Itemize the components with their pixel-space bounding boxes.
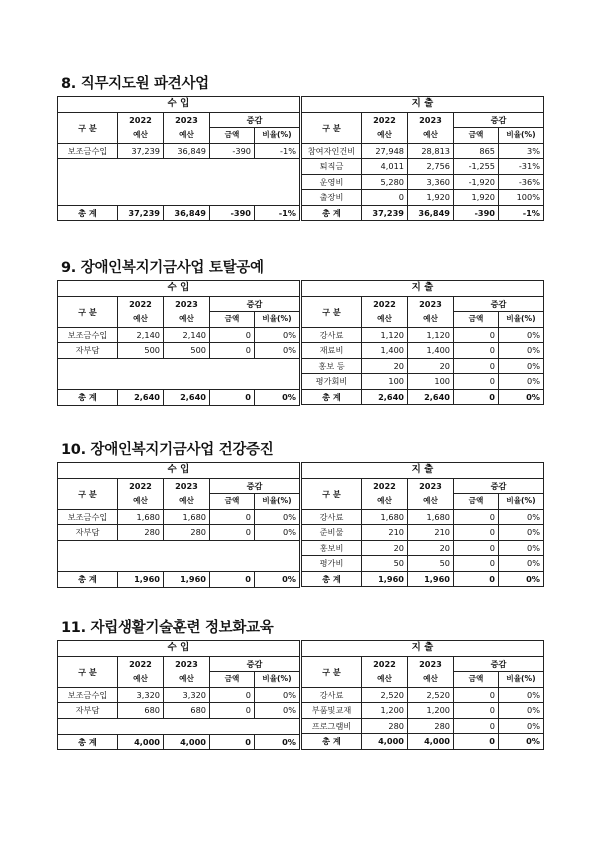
- total-label: 총 계: [302, 734, 362, 750]
- change-amount-header: 금액: [454, 128, 499, 144]
- table-row: [58, 143, 300, 159]
- expense-table: [301, 280, 544, 405]
- change-header: 증감: [454, 478, 544, 494]
- budget-2023-header: 예산: [164, 672, 210, 688]
- year-2022-header: 2022: [118, 478, 164, 494]
- table-row: [302, 703, 544, 719]
- table-row: [302, 718, 544, 734]
- row-change-amount: 0: [454, 374, 499, 390]
- change-ratio-header: 비율(%): [255, 312, 300, 328]
- row-2023-budget: 1,200: [408, 703, 454, 719]
- budget-section: [57, 256, 543, 403]
- change-amount-header: 금액: [454, 312, 499, 328]
- budget-2023-header: 예산: [164, 494, 210, 510]
- total-2023-budget: 2,640: [408, 389, 454, 405]
- budget-2022-header: 예산: [362, 128, 408, 144]
- row-category: 홍보비: [302, 540, 362, 556]
- total-row: [302, 571, 544, 587]
- income-table: [57, 96, 300, 221]
- row-2023-budget: 3,320: [164, 687, 210, 703]
- table-row: [302, 509, 544, 525]
- change-header: 증감: [210, 478, 300, 494]
- blank-cell: [58, 159, 300, 206]
- total-change-amount: 0: [454, 571, 499, 587]
- change-ratio-header: 비율(%): [499, 128, 544, 144]
- year-2023-header: 2023: [164, 112, 210, 128]
- row-change-ratio: -36%: [499, 174, 544, 190]
- year-2023-header: 2023: [408, 296, 454, 312]
- total-2022-budget: 2,640: [118, 390, 164, 406]
- table-row: [58, 525, 300, 541]
- total-2023-budget: 1,960: [408, 571, 454, 587]
- total-label: 총 계: [302, 389, 362, 405]
- row-2023-budget: 100: [408, 374, 454, 390]
- row-change-amount: -390: [210, 143, 255, 159]
- income-header: 수 입: [58, 281, 300, 297]
- row-change-ratio: 0%: [255, 703, 300, 719]
- row-2023-budget: 50: [408, 556, 454, 572]
- table-row: [302, 174, 544, 190]
- row-change-ratio: 0%: [499, 718, 544, 734]
- total-2022-budget: 4,000: [362, 734, 408, 750]
- total-2022-budget: 37,239: [362, 205, 408, 221]
- total-row: [302, 205, 544, 221]
- row-change-amount: 0: [454, 525, 499, 541]
- row-2023-budget: 36,849: [164, 143, 210, 159]
- category-header: 구 분: [302, 656, 362, 687]
- total-change-amount: 0: [454, 389, 499, 405]
- row-2022-budget: 280: [118, 525, 164, 541]
- expense-header: 지 출: [302, 463, 544, 479]
- expense-header: 지 출: [302, 641, 544, 657]
- total-row: [58, 572, 300, 588]
- row-2023-budget: 28,813: [408, 143, 454, 159]
- change-amount-header: 금액: [210, 312, 255, 328]
- table-row: [302, 358, 544, 374]
- row-2022-budget: 37,239: [118, 143, 164, 159]
- row-change-amount: 865: [454, 143, 499, 159]
- table-row: [302, 556, 544, 572]
- category-header: 구 분: [58, 656, 118, 687]
- row-category: 보조금수입: [58, 509, 118, 525]
- change-amount-header: 금액: [210, 128, 255, 144]
- income-header: 수 입: [58, 463, 300, 479]
- row-change-ratio: 0%: [255, 525, 300, 541]
- table-row: [302, 190, 544, 206]
- row-change-ratio: -31%: [499, 159, 544, 175]
- row-2022-budget: 280: [362, 718, 408, 734]
- year-2023-header: 2023: [164, 296, 210, 312]
- income-table: [57, 462, 300, 588]
- row-change-amount: 0: [210, 703, 255, 719]
- total-label: 총 계: [58, 734, 118, 750]
- row-2023-budget: 210: [408, 525, 454, 541]
- total-label: 총 계: [302, 205, 362, 221]
- budget-2022-header: 예산: [362, 494, 408, 510]
- row-change-ratio: 0%: [499, 687, 544, 703]
- income-table: [57, 280, 300, 406]
- row-2023-budget: 20: [408, 358, 454, 374]
- row-2023-budget: 280: [164, 525, 210, 541]
- total-change-ratio: 0%: [255, 734, 300, 750]
- expense-table: [301, 462, 544, 587]
- row-change-ratio: 0%: [499, 556, 544, 572]
- category-header: 구 분: [58, 112, 118, 143]
- row-category: 퇴직금: [302, 159, 362, 175]
- change-amount-header: 금액: [210, 672, 255, 688]
- change-ratio-header: 비율(%): [499, 494, 544, 510]
- blank-cell: [58, 718, 300, 734]
- category-header: 구 분: [58, 478, 118, 509]
- budget-2023-header: 예산: [164, 312, 210, 328]
- total-2023-budget: 4,000: [408, 734, 454, 750]
- category-header: 구 분: [302, 112, 362, 143]
- year-2023-header: 2023: [408, 478, 454, 494]
- table-row: [302, 143, 544, 159]
- expense-table: [301, 640, 544, 750]
- row-change-ratio: 0%: [255, 509, 300, 525]
- row-change-ratio: 0%: [255, 327, 300, 343]
- budget-2023-header: 예산: [408, 312, 454, 328]
- table-row: [58, 703, 300, 719]
- income-header: 수 입: [58, 97, 300, 113]
- row-2023-budget: 500: [164, 343, 210, 359]
- year-2022-header: 2022: [118, 112, 164, 128]
- budget-2023-header: 예산: [408, 672, 454, 688]
- budget-2022-header: 예산: [118, 128, 164, 144]
- total-label: 총 계: [58, 390, 118, 406]
- category-header: 구 분: [302, 478, 362, 509]
- row-2022-budget: 100: [362, 374, 408, 390]
- row-change-amount: 0: [454, 556, 499, 572]
- row-change-amount: -1,255: [454, 159, 499, 175]
- row-2023-budget: 20: [408, 540, 454, 556]
- row-category: 강사료: [302, 327, 362, 343]
- table-row: [302, 540, 544, 556]
- row-change-ratio: 0%: [499, 525, 544, 541]
- table-row: [58, 327, 300, 343]
- row-2022-budget: 1,400: [362, 343, 408, 359]
- total-2022-budget: 37,239: [118, 205, 164, 221]
- row-change-ratio: 3%: [499, 143, 544, 159]
- total-change-amount: 0: [454, 734, 499, 750]
- row-2023-budget: 680: [164, 703, 210, 719]
- row-change-ratio: 0%: [499, 374, 544, 390]
- total-change-ratio: 0%: [255, 390, 300, 406]
- year-2023-header: 2023: [164, 478, 210, 494]
- row-change-ratio: 0%: [499, 509, 544, 525]
- blank-cell: [58, 540, 300, 572]
- budget-section: [57, 616, 543, 748]
- row-2023-budget: 3,360: [408, 174, 454, 190]
- row-change-amount: 1,920: [454, 190, 499, 206]
- change-header: 증감: [210, 112, 300, 128]
- change-amount-header: 금액: [210, 494, 255, 510]
- total-change-ratio: 0%: [499, 389, 544, 405]
- budget-2022-header: 예산: [118, 312, 164, 328]
- row-category: 평가회비: [302, 374, 362, 390]
- row-change-amount: 0: [210, 509, 255, 525]
- total-2023-budget: 1,960: [164, 572, 210, 588]
- row-category: 자부담: [58, 525, 118, 541]
- total-2023-budget: 36,849: [408, 205, 454, 221]
- row-change-ratio: 0%: [499, 358, 544, 374]
- expense-header: 지 출: [302, 281, 544, 297]
- total-2022-budget: 1,960: [118, 572, 164, 588]
- row-2023-budget: 2,520: [408, 687, 454, 703]
- total-change-amount: 0: [210, 734, 255, 750]
- row-change-ratio: 0%: [499, 327, 544, 343]
- row-category: 홍보 등: [302, 358, 362, 374]
- table-row: [58, 343, 300, 359]
- row-category: 평가비: [302, 556, 362, 572]
- row-change-amount: 0: [454, 343, 499, 359]
- row-change-ratio: -1%: [255, 143, 300, 159]
- change-amount-header: 금액: [454, 672, 499, 688]
- table-row: [302, 343, 544, 359]
- row-change-ratio: 0%: [499, 540, 544, 556]
- row-2022-budget: 1,680: [118, 509, 164, 525]
- total-row: [58, 734, 300, 750]
- budget-section: [57, 72, 543, 219]
- change-amount-header: 금액: [454, 494, 499, 510]
- change-ratio-header: 비율(%): [255, 672, 300, 688]
- row-category: 강사료: [302, 509, 362, 525]
- income-header: 수 입: [58, 641, 300, 657]
- row-category: 운영비: [302, 174, 362, 190]
- row-2023-budget: 1,680: [164, 509, 210, 525]
- budget-section: [57, 438, 543, 585]
- total-label: 총 계: [58, 205, 118, 221]
- change-header: 증감: [454, 296, 544, 312]
- table-row: [58, 687, 300, 703]
- budget-2022-header: 예산: [118, 672, 164, 688]
- row-2022-budget: 20: [362, 540, 408, 556]
- row-2023-budget: 1,680: [408, 509, 454, 525]
- table-row: [58, 509, 300, 525]
- blank-cell: [58, 358, 300, 390]
- year-2022-header: 2022: [362, 296, 408, 312]
- row-2022-budget: 1,680: [362, 509, 408, 525]
- year-2023-header: 2023: [408, 112, 454, 128]
- change-ratio-header: 비율(%): [255, 494, 300, 510]
- table-row: [302, 327, 544, 343]
- section-title: 10. 장애인복지기금사업 건강증진: [61, 442, 274, 458]
- income-table: [57, 640, 300, 750]
- table-row: [302, 374, 544, 390]
- total-change-ratio: -1%: [499, 205, 544, 221]
- row-category: 보조금수입: [58, 143, 118, 159]
- row-change-amount: 0: [210, 525, 255, 541]
- total-change-ratio: 0%: [499, 734, 544, 750]
- expense-header: 지 출: [302, 97, 544, 113]
- row-change-amount: -1,920: [454, 174, 499, 190]
- table-row: [302, 687, 544, 703]
- total-2023-budget: 2,640: [164, 390, 210, 406]
- row-2022-budget: 4,011: [362, 159, 408, 175]
- row-2023-budget: 1,920: [408, 190, 454, 206]
- year-2022-header: 2022: [362, 656, 408, 672]
- row-change-amount: 0: [454, 687, 499, 703]
- row-change-amount: 0: [210, 327, 255, 343]
- change-header: 증감: [454, 656, 544, 672]
- row-category: 자부담: [58, 703, 118, 719]
- row-category: 보조금수입: [58, 687, 118, 703]
- table-row: [302, 159, 544, 175]
- row-category: 자부담: [58, 343, 118, 359]
- total-row: [58, 390, 300, 406]
- row-change-amount: 0: [210, 343, 255, 359]
- row-category: 프로그램비: [302, 718, 362, 734]
- total-change-ratio: 0%: [255, 572, 300, 588]
- row-category: 준비물: [302, 525, 362, 541]
- row-category: 재료비: [302, 343, 362, 359]
- change-header: 증감: [210, 656, 300, 672]
- budget-2022-header: 예산: [362, 312, 408, 328]
- total-2022-budget: 1,960: [362, 571, 408, 587]
- row-category: 보조금수입: [58, 327, 118, 343]
- row-2022-budget: 500: [118, 343, 164, 359]
- row-change-amount: 0: [454, 540, 499, 556]
- total-2022-budget: 4,000: [118, 734, 164, 750]
- row-2022-budget: 680: [118, 703, 164, 719]
- year-2023-header: 2023: [408, 656, 454, 672]
- row-category: 강사료: [302, 687, 362, 703]
- row-category: 참여자인건비: [302, 143, 362, 159]
- row-change-amount: 0: [454, 703, 499, 719]
- row-change-amount: 0: [210, 687, 255, 703]
- row-2023-budget: 2,756: [408, 159, 454, 175]
- row-2022-budget: 5,280: [362, 174, 408, 190]
- category-header: 구 분: [58, 296, 118, 327]
- row-change-ratio: 0%: [499, 703, 544, 719]
- total-row: [58, 205, 300, 221]
- row-change-ratio: 0%: [499, 343, 544, 359]
- change-ratio-header: 비율(%): [499, 672, 544, 688]
- row-2022-budget: 3,320: [118, 687, 164, 703]
- row-2022-budget: 0: [362, 190, 408, 206]
- total-change-amount: -390: [454, 205, 499, 221]
- row-change-ratio: 0%: [255, 687, 300, 703]
- row-2022-budget: 50: [362, 556, 408, 572]
- total-2023-budget: 4,000: [164, 734, 210, 750]
- change-ratio-header: 비율(%): [499, 312, 544, 328]
- total-label: 총 계: [302, 571, 362, 587]
- budget-2023-header: 예산: [164, 128, 210, 144]
- year-2022-header: 2022: [362, 112, 408, 128]
- total-change-amount: -390: [210, 205, 255, 221]
- row-change-ratio: 100%: [499, 190, 544, 206]
- row-2022-budget: 1,120: [362, 327, 408, 343]
- year-2022-header: 2022: [362, 478, 408, 494]
- row-change-amount: 0: [454, 509, 499, 525]
- table-row: [302, 525, 544, 541]
- change-header: 증감: [210, 296, 300, 312]
- total-change-amount: 0: [210, 390, 255, 406]
- total-row: [302, 389, 544, 405]
- year-2022-header: 2022: [118, 296, 164, 312]
- row-2023-budget: 1,400: [408, 343, 454, 359]
- budget-2023-header: 예산: [408, 128, 454, 144]
- budget-2022-header: 예산: [118, 494, 164, 510]
- section-title: 8. 직무지도원 파견사업: [61, 76, 209, 92]
- total-change-ratio: -1%: [255, 205, 300, 221]
- budget-2022-header: 예산: [362, 672, 408, 688]
- change-ratio-header: 비율(%): [255, 128, 300, 144]
- total-2023-budget: 36,849: [164, 205, 210, 221]
- total-change-ratio: 0%: [499, 571, 544, 587]
- row-2022-budget: 20: [362, 358, 408, 374]
- total-row: [302, 734, 544, 750]
- row-2022-budget: 1,200: [362, 703, 408, 719]
- row-2022-budget: 2,140: [118, 327, 164, 343]
- row-change-amount: 0: [454, 358, 499, 374]
- total-change-amount: 0: [210, 572, 255, 588]
- total-2022-budget: 2,640: [362, 389, 408, 405]
- change-header: 증감: [454, 112, 544, 128]
- year-2022-header: 2022: [118, 656, 164, 672]
- row-category: 부품및교재: [302, 703, 362, 719]
- section-title: 9. 장애인복지기금사업 토탈공예: [61, 260, 264, 276]
- row-2022-budget: 210: [362, 525, 408, 541]
- category-header: 구 분: [302, 296, 362, 327]
- blank-row: [58, 718, 300, 734]
- total-label: 총 계: [58, 572, 118, 588]
- year-2023-header: 2023: [164, 656, 210, 672]
- budget-2023-header: 예산: [408, 494, 454, 510]
- row-2023-budget: 1,120: [408, 327, 454, 343]
- row-2022-budget: 27,948: [362, 143, 408, 159]
- row-2022-budget: 2,520: [362, 687, 408, 703]
- row-change-ratio: 0%: [255, 343, 300, 359]
- row-change-amount: 0: [454, 718, 499, 734]
- row-2023-budget: 280: [408, 718, 454, 734]
- row-change-amount: 0: [454, 327, 499, 343]
- section-title: 11. 자립생활기술훈련 정보화교육: [61, 620, 274, 636]
- row-category: 출장비: [302, 190, 362, 206]
- row-2023-budget: 2,140: [164, 327, 210, 343]
- expense-table: [301, 96, 544, 221]
